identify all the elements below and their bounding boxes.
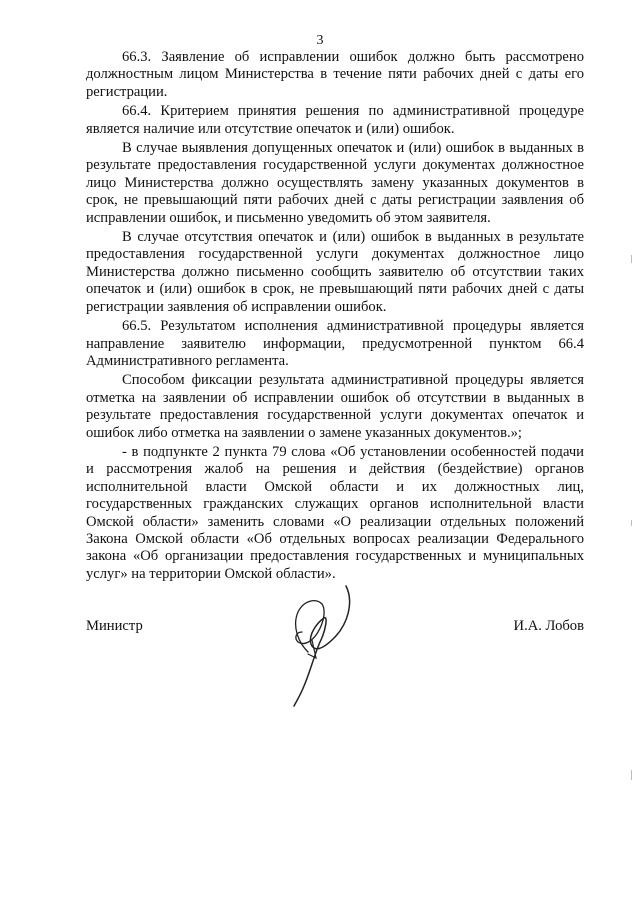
document-body xyxy=(86,49,584,585)
signatory-name: И.А. Лобов xyxy=(513,618,584,634)
paragraph-66-5: 66.5. Результатом исполнения административной процедуры является направление заявителю информации, предусмотренной пунктом 66.4 Административного регламента. xyxy=(86,318,584,369)
scan-edge-mark xyxy=(631,770,632,780)
paragraph-fixation-method: Способом фиксации результата административной процедуры является отметка на заявлении об исправлении ошибок об отсутствии в выданных в результате предоставления государственной услуги документах опечаток и ошибок либо отметка на заявлении о замене указанных документов.»; xyxy=(86,372,584,441)
paragraph-no-errors: В случае отсутствия опечаток и (или) ошибок в выданных в результате предоставления государственной услуги документах должностное лицо Министерства должно письменно сообщить заявителю об отсутствии таких опечаток и (или) ошибок в срок, не превышающий пяти рабочих дней с даты регистрации заявления об исправлении ошибок. xyxy=(86,229,584,315)
page-number: 3 xyxy=(316,33,324,48)
scan-edge-mark xyxy=(631,520,632,526)
handwritten-signature xyxy=(268,582,368,707)
paragraph-66-4: 66.4. Критерием принятия решения по административной процедуре является наличие или отсутствие опечаток и (или) ошибок. xyxy=(86,103,584,137)
paragraph-amendment-79: - в подпункте 2 пункта 79 слова «Об установлении особенностей подачи и рассмотрения жалоб на решения и действия (бездействие) органов исполнительной власти Омской области и их должностных лиц, государственных гражданских служащих органов исполнительной власти Омской области» заменить словами «О реализации отдельных положений Закона Омской области «Об отдельных вопросах реализации Федерального закона «Об организации предоставления государственных и муниципальных услуг» на территории Омской области». xyxy=(86,443,584,582)
paragraph-errors-found: В случае выявления допущенных опечаток и (или) ошибок в выданных в результате предоставления государственной услуги документах должностное лицо Министерства должно осуществлять замену указанных документов в срок, не превышающий пяти рабочих дней с даты регистрации заявления об исправлении ошибок, и письменно уведомить об этом заявителя. xyxy=(86,140,584,226)
scan-edge-mark xyxy=(631,255,632,263)
paragraph-66-3: 66.3. Заявление об исправлении ошибок должно быть рассмотрено должностным лицом Министерства в течение пяти рабочих дней с даты его регистрации. xyxy=(86,49,584,100)
signatory-title: Министр xyxy=(86,618,143,634)
